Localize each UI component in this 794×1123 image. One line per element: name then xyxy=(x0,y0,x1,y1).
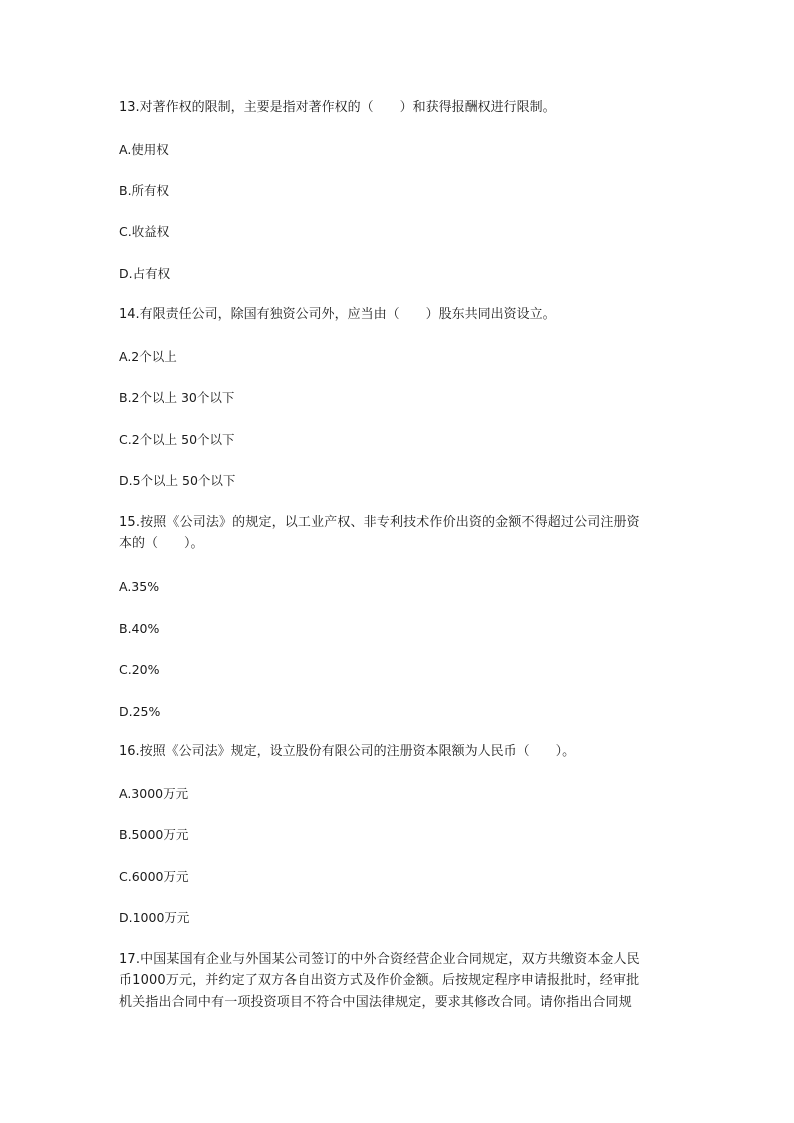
question-text-line-2: 币1000万元，并约定了双方各自出资方式及作价金额。后按规定程序申请报批时，经审批 xyxy=(119,973,640,988)
question-text: 14.有限责任公司，除国有独资公司外，应当由（ ）股东共同出资设立。 xyxy=(119,307,556,322)
option-d: D.25% xyxy=(119,704,161,719)
question-text: 13.对著作权的限制，主要是指对著作权的（ ）和获得报酬权进行限制。 xyxy=(119,100,556,115)
option-d: D.5个以上 50个以下 xyxy=(119,473,236,488)
question-text-line-2: 本的（ ）。 xyxy=(119,536,204,551)
option-b: B.40% xyxy=(119,621,160,636)
question-text-line-1: 17.中国某国有企业与外国某公司签订的中外合资经营企业合同规定，双方共缴资本金人民 xyxy=(119,952,640,967)
option-a: A.3000万元 xyxy=(119,786,189,801)
option-b: B.5000万元 xyxy=(119,827,189,842)
option-c: C.收益权 xyxy=(119,224,170,239)
option-c: C.6000万元 xyxy=(119,869,189,884)
option-b: B.2个以上 30个以下 xyxy=(119,390,235,405)
option-a: A.35% xyxy=(119,579,160,594)
question-text: 16.按照《公司法》规定，设立股份有限公司的注册资本限额为人民币（ ）。 xyxy=(119,744,576,759)
option-a: A.2个以上 xyxy=(119,349,177,364)
option-d: D.占有权 xyxy=(119,266,171,281)
option-c: C.2个以上 50个以下 xyxy=(119,432,235,447)
option-a: A.使用权 xyxy=(119,142,169,157)
option-c: C.20% xyxy=(119,662,160,677)
question-text-line-3: 机关指出合同中有一项投资项目不符合中国法律规定，要求其修改合同。请你指出合同规 xyxy=(119,995,632,1010)
option-b: B.所有权 xyxy=(119,183,170,198)
question-text-line-1: 15.按照《公司法》的规定，以工业产权、非专利技术作价出资的金额不得超过公司注册资 xyxy=(119,515,640,530)
option-d: D.1000万元 xyxy=(119,910,190,925)
